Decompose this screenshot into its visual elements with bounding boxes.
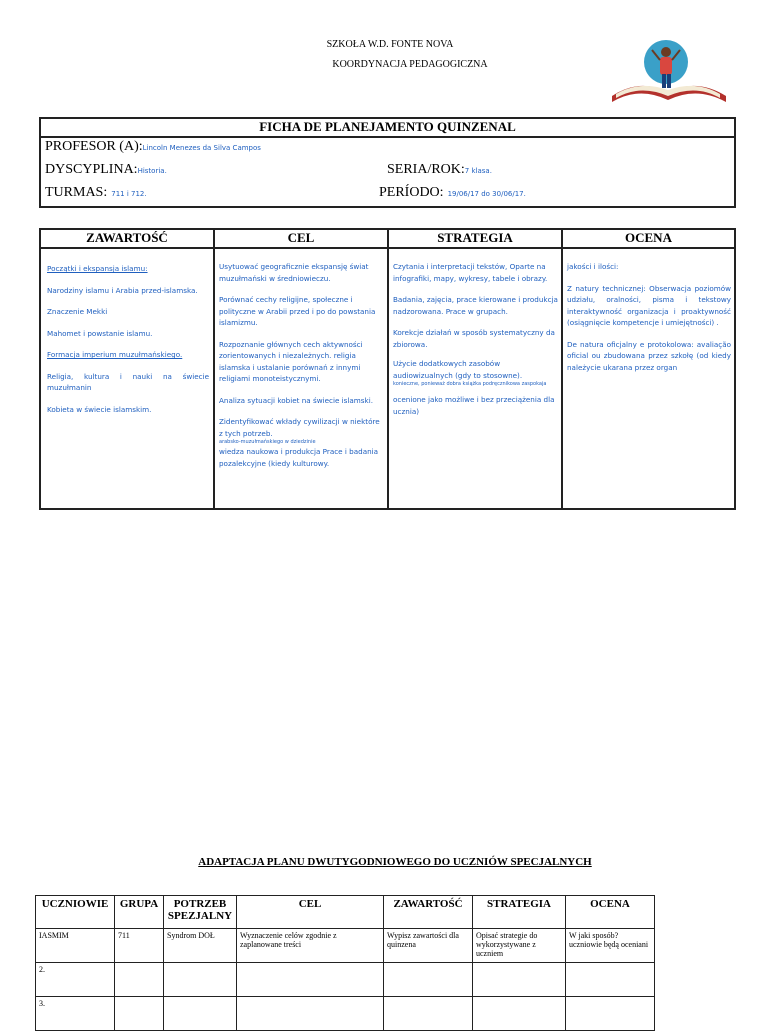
planning-table bbox=[39, 228, 736, 510]
adapt-cell bbox=[566, 963, 655, 997]
strategy-item: ocenione jako możliwe i bez przeciążenia dla ucznia) bbox=[393, 395, 555, 416]
strategy-item: Użycie dodatkowych zasobów audiowizualnych (gdy to stosowne). bbox=[393, 359, 523, 380]
adapt-cell bbox=[164, 997, 237, 1031]
header-goal: CEL bbox=[214, 229, 388, 248]
adapt-cell: Wypisz zawartości dla quinzena bbox=[384, 929, 473, 963]
adapt-cell bbox=[115, 997, 164, 1031]
classes-value: 711 i 712. bbox=[111, 190, 147, 198]
series-value: 7 klasa. bbox=[464, 167, 492, 175]
series-label: SERIA/ROK: bbox=[387, 162, 465, 177]
adapt-cell: 3. bbox=[36, 997, 115, 1031]
goal-item: wiedza naukowa i produkcja Prace i badania pozalekcyjne (kiedy kulturowy. bbox=[219, 447, 379, 468]
adapt-cell bbox=[473, 963, 566, 997]
table-row bbox=[36, 997, 655, 1031]
content-item: Narodziny islamu i Arabia przed-islamska. bbox=[47, 285, 198, 295]
adapt-cell: Opisać strategie do wykorzystywane z uczniem bbox=[473, 929, 566, 963]
content-cell bbox=[40, 248, 214, 509]
header-strategy: STRATEGIA bbox=[388, 229, 562, 248]
info-box bbox=[39, 117, 736, 208]
evaluation-cell bbox=[562, 248, 735, 509]
professor-row bbox=[45, 137, 261, 155]
adapt-cell: 711 bbox=[115, 929, 164, 963]
adapt-header-content: ZAWARTOŚĆ bbox=[384, 896, 473, 929]
adapt-cell bbox=[237, 963, 384, 997]
content-item: Kobieta w świecie islamskim. bbox=[47, 404, 152, 414]
school-name: SZKOŁA W.D. FONTE NOVA bbox=[326, 39, 454, 50]
header-content: ZAWARTOŚĆ bbox=[40, 229, 214, 248]
goal-item: Rozpoznanie głównych cech aktywności zorientowanych i niezależnych. religia islamska i ustalanie porównań z innymi religiami monoteistycznymi. bbox=[219, 339, 363, 383]
classes-label: TURMAS: bbox=[45, 185, 108, 200]
evaluation-item: Z natury technicznej: Obserwacja poziomów udziału, oralności, pisma i tekstowy interaktywność organizacja i proaktywność (osiągnięcie kompetencje i umiejętności) . bbox=[567, 283, 731, 327]
goal-cell bbox=[214, 248, 388, 509]
strategy-cell bbox=[388, 248, 562, 509]
period-row bbox=[379, 183, 526, 201]
evaluation-item: jakości i ilości: bbox=[567, 262, 619, 271]
content-item: Mahomet i powstanie islamu. bbox=[47, 328, 153, 338]
goal-item: arabsko-muzułmańskiego w dziedzinie bbox=[219, 439, 316, 445]
period-value: 19/06/17 do 30/06/17. bbox=[447, 190, 526, 198]
series-row bbox=[387, 160, 492, 178]
content-item: Formacja imperium muzułmańskiego. bbox=[47, 350, 183, 359]
goal-item: Zidentyfikować wkłady cywilizacji w niektóre z tych potrzeb. bbox=[219, 417, 380, 438]
evaluation-item: De natura oficjalny e protokolowa: avaliação oficial ou zbudowana przez szkołę (od kiedy należycie ukarana przez organ bbox=[567, 339, 731, 372]
adapt-cell: 2. bbox=[36, 963, 115, 997]
adapt-cell bbox=[384, 963, 473, 997]
adapt-cell bbox=[473, 997, 566, 1031]
adapt-cell bbox=[566, 997, 655, 1031]
professor-label: PROFESOR (A): bbox=[45, 139, 143, 154]
goal-item: Porównać cechy religijne, społeczne i polityczne w Arabii przed i po do powstania islamizmu. bbox=[219, 295, 376, 327]
content-item: Znaczenie Mekki bbox=[47, 307, 108, 316]
content-item: Religia, kultura i nauki na świecie muzułmanin bbox=[47, 371, 209, 392]
adaptation-table bbox=[35, 895, 655, 1031]
strategy-item: Badania, zajęcia, prace kierowane i produkcja nadzorowana. Prace w grupach. bbox=[393, 295, 558, 316]
strategy-item: konieczne, ponieważ dobra książka podręcznikowa zaspokaja bbox=[393, 381, 547, 387]
adapt-cell bbox=[115, 963, 164, 997]
content-item: Początki i ekspansja islamu: bbox=[47, 264, 148, 273]
table-row bbox=[36, 929, 655, 963]
period-label: PERÍODO: bbox=[379, 185, 444, 200]
table-row bbox=[36, 963, 655, 997]
professor-value: Lincoln Menezes da Silva Campos bbox=[142, 144, 261, 152]
adapt-header-group: GRUPA bbox=[115, 896, 164, 929]
coordination-name: KOORDYNACJA PEDAGOGICZNA bbox=[332, 59, 488, 70]
adapt-cell bbox=[164, 963, 237, 997]
adapt-cell: IASMIM bbox=[36, 929, 115, 963]
strategy-item: Czytania i interpretacji tekstów, Oparte na infografiki, mapy, wykresy, tabele i obrazy. bbox=[393, 262, 548, 283]
adapt-header-evaluation: OCENA bbox=[566, 896, 655, 929]
adapt-header-goal: CEL bbox=[237, 896, 384, 929]
adapt-header-needs: POTRZEB SPEZJALNY bbox=[164, 896, 237, 929]
adaptation-title: ADAPTACJA PLANU DWUTYGODNIOWEGO DO UCZNIÓW SPECJALNYCH bbox=[198, 856, 592, 868]
teacher-book-logo bbox=[604, 36, 734, 108]
adapt-cell bbox=[384, 997, 473, 1031]
discipline-label: DYSCYPLINA: bbox=[45, 162, 138, 177]
header-evaluation: OCENA bbox=[562, 229, 735, 248]
adapt-cell: W jaki sposób? uczniowie będą oceniani bbox=[566, 929, 655, 963]
adapt-header-students: UCZNIOWIE bbox=[36, 896, 115, 929]
discipline-value: Historia. bbox=[137, 167, 167, 175]
adapt-cell: Wyznaczenie celów zgodnie z zaplanowane treści bbox=[237, 929, 384, 963]
adapt-cell: Syndrom DOŁ bbox=[164, 929, 237, 963]
discipline-row bbox=[45, 160, 167, 178]
goal-item: Usytuować geograficznie ekspansję świat muzułmański w średniowieczu. bbox=[219, 262, 369, 283]
strategy-item: Korekcje działań w sposób systematyczny da zbiorowa. bbox=[393, 328, 555, 349]
form-title: FICHA DE PLANEJAMENTO QUINZENAL bbox=[41, 119, 734, 138]
adapt-header-strategy: STRATEGIA bbox=[473, 896, 566, 929]
goal-item: Analiza sytuacji kobiet na świecie islamski. bbox=[219, 395, 374, 405]
classes-row bbox=[45, 183, 147, 201]
adapt-cell bbox=[237, 997, 384, 1031]
